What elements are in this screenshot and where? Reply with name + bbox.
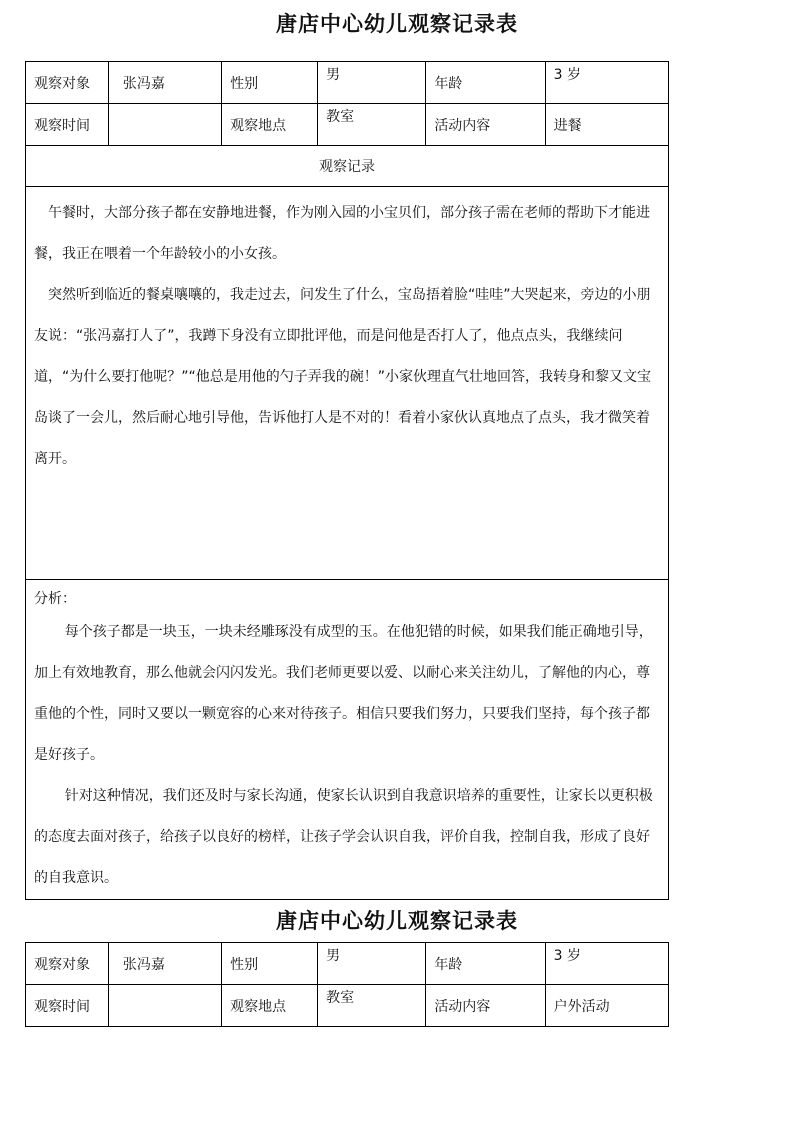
analysis-label: 分析： (34, 591, 76, 607)
observation-form-table (25, 942, 669, 1027)
subject-value: 张冯嘉 (108, 62, 221, 104)
analysis-section (26, 580, 669, 900)
gender-value: 男 (318, 943, 426, 985)
activity-value: 户外活动 (545, 985, 668, 1027)
age-value: 3 岁 (545, 62, 668, 104)
time-value (108, 104, 221, 146)
analysis-paragraph: 每个孩子都是一块玉，一块未经雕琢没有成型的玉。在他犯错的时候，如果我们能正确地引导，加上有效地教育，那么他就会闪闪发光。我们老师更要以爱、以耐心来关注幼儿，了解他的内心，尊重他的个性，同时又要以一颗宽容的心来对待孩子。相信只要我们努力，只要我们坚持，每个孩子都是好孩子。 (34, 624, 653, 763)
gender-value: 男 (318, 62, 426, 104)
activity-label: 活动内容 (426, 985, 545, 1027)
subject-label: 观察对象 (26, 62, 109, 104)
place-label: 观察地点 (222, 985, 318, 1027)
place-label: 观察地点 (222, 104, 318, 146)
subject-label: 观察对象 (26, 943, 109, 985)
form-title: 唐店中心幼儿观察记录表 (276, 909, 518, 933)
observation-form-table (25, 61, 669, 900)
gender-label: 性别 (222, 943, 318, 985)
analysis-paragraph: 针对这种情况，我们还及时与家长沟通，使家长认识到自我意识培养的重要性，让家长以更积极的态度去面对孩子，给孩子以良好的榜样，让孩子学会认识自我，评价自我，控制自我，形成了良好的自我意识。 (34, 788, 653, 886)
subject-value: 张冯嘉 (108, 943, 221, 985)
age-label: 年龄 (426, 62, 545, 104)
age-label: 年龄 (426, 943, 545, 985)
activity-value: 进餐 (545, 104, 668, 146)
time-label: 观察时间 (26, 104, 109, 146)
place-value: 教室 (318, 985, 426, 1027)
gender-label: 性别 (222, 62, 318, 104)
time-value (108, 985, 221, 1027)
record-heading: 观察记录 (26, 146, 669, 187)
activity-label: 活动内容 (426, 104, 545, 146)
time-label: 观察时间 (26, 985, 109, 1027)
observation-record (26, 187, 669, 580)
form-title: 唐店中心幼儿观察记录表 (276, 12, 518, 36)
age-value: 3 岁 (545, 943, 668, 985)
record-paragraph: 突然听到临近的餐桌嚷嚷的，我走过去，问发生了什么，宝岛捂着脸“哇哇”大哭起来，旁边的小朋友说：“张冯嘉打人了”，我蹲下身没有立即批评他，而是问他是否打人了，他点点头，我继续问道，“为什么要打他呢？”“他总是用他的勺子弄我的碗！”小家伙理直气壮地回答，我转身和黎又文宝岛谈了一会儿，然后耐心地引导他，告诉他打人是不对的！看着小家伙认真地点了点头，我才微笑着离开。 (34, 287, 652, 467)
record-paragraph: 午餐时，大部分孩子都在安静地进餐，作为刚入园的小宝贝们，部分孩子需在老师的帮助下才能进餐，我正在喂着一个年龄较小的小女孩。 (34, 205, 650, 262)
place-value: 教室 (318, 104, 426, 146)
